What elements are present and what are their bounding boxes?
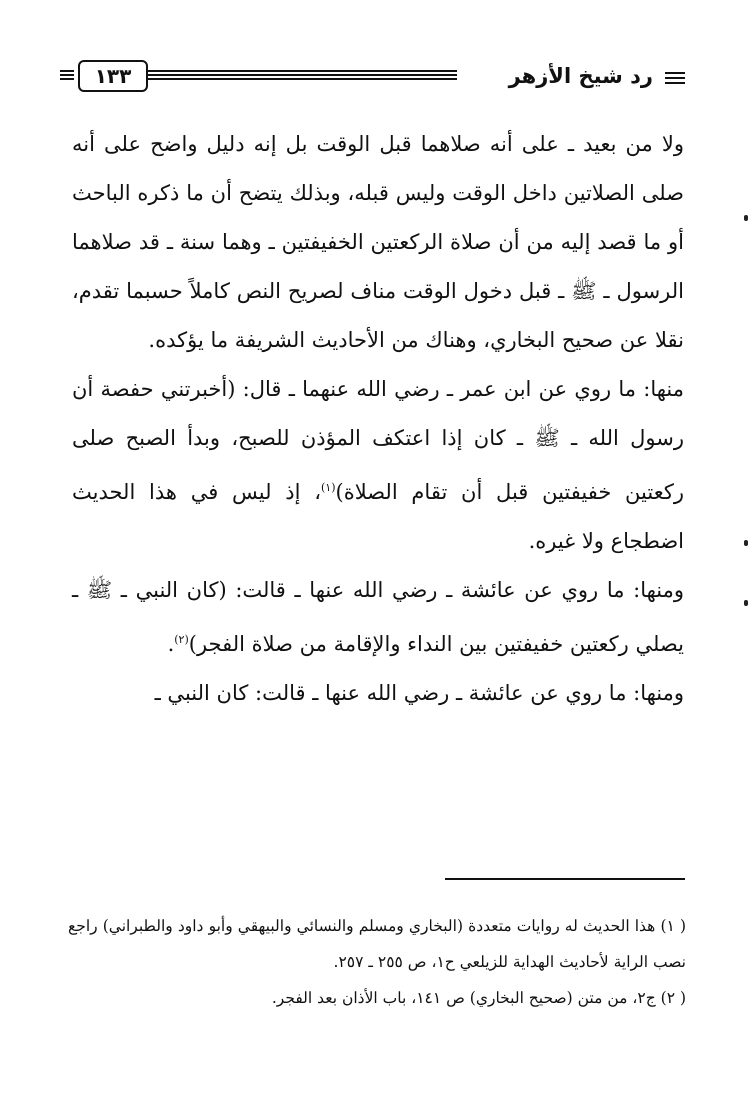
header-rule-left: [60, 70, 74, 82]
scan-speck: [744, 540, 748, 546]
footnote: ( ١) هذا الحديث له روايات متعددة (البخاري ومسلم والنسائي والبيهقي وأبو داود والطبراني) راجع نصب الراية لأحاديث الهداية للزيلعي ح١، ص ٢٥٥ ـ ٢٥٧.: [68, 917, 686, 971]
main-text: [72, 120, 684, 718]
header-rule: [144, 70, 457, 82]
header-ornament: [665, 72, 685, 84]
scan-speck: [744, 215, 748, 221]
footnote: ( ٢) ج٢، من متن (صحيح البخاري) ص ١٤١، باب الأذان بعد الفجر.: [271, 989, 686, 1007]
footnote-separator: [445, 878, 685, 880]
footnote-ref: (١): [320, 481, 336, 494]
footnotes: [68, 908, 686, 1016]
page-header: [60, 58, 685, 94]
paragraph: ولا من بعيد ـ على أنه صلاهما قبل الوقت بل إنه دليل واضح على أنه صلى الصلاتين داخل الوقت وليس قبله، وبذلك يتضح أن ما ذكره الباحث أو ما قصد إليه من أن صلاة الركعتين الخفيفتين ـ وهما سنة ـ قد صلاهما الرسول ـ ﷺ ـ قبل دخول الوقت مناف لصريح النص كاملاً حسبما تقدم، نقلا عن صحيح البخاري، وهناك من الأحاديث الشريفة ما يؤكده.: [72, 132, 684, 352]
page-number: ١٣٣: [78, 60, 148, 92]
footnote-ref: (٢): [174, 633, 189, 646]
paragraph: ومنها: ما روي عن عائشة ـ رضي الله عنها ـ قالت: كان النبي ـ: [154, 681, 684, 705]
running-title: رد شيخ الأزهر: [508, 64, 653, 88]
paragraph: ومنها: ما روي عن عائشة ـ رضي الله عنها ـ قالت: (كان النبي ـ ﷺ ـ يصلي ركعتين خفيفتين بين النداء والإقامة من صلاة الفجر)$^{(٢)}$.: [72, 578, 684, 656]
paragraph: منها: ما روي عن ابن عمر ـ رضي الله عنهما ـ قال: (أخبرتني حفصة أن رسول الله ـ ﷺ ـ كان إذا اعتكف المؤذن للصبح، وبدأ الصبح صلى ركعتين خفيفتين قبل أن تقام الصلاة)$^{(١)}$، إذ ليس في هذا الحديث اضطجاع ولا غيره.: [72, 377, 684, 553]
scan-speck: [744, 600, 748, 606]
